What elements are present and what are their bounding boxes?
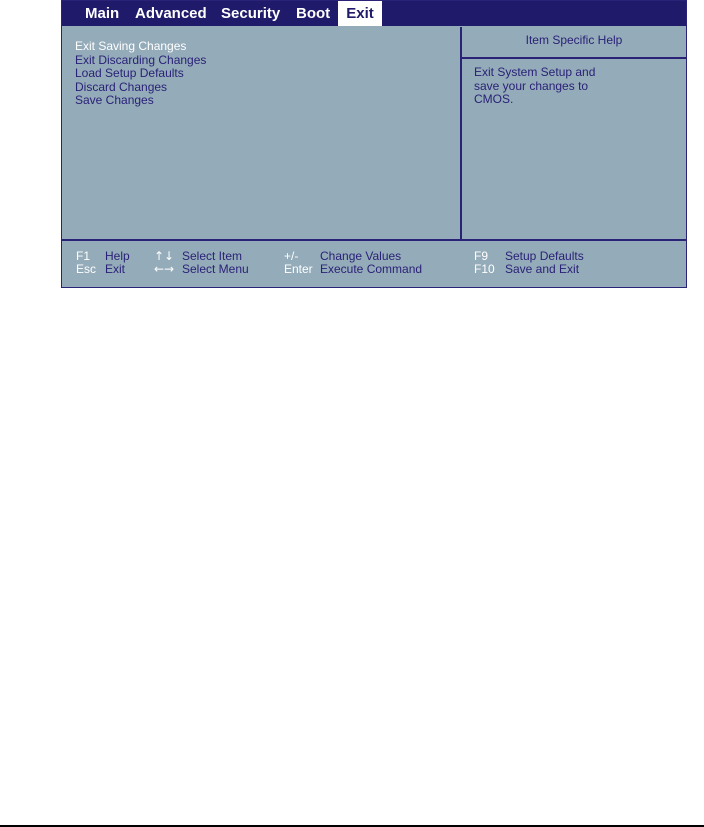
- f10-key: F10: [474, 262, 495, 276]
- up-down-arrows-icon: ↑↓: [154, 249, 175, 263]
- tab-advanced[interactable]: Advanced: [135, 5, 207, 22]
- tab-exit[interactable]: Exit: [338, 1, 382, 26]
- tab-main[interactable]: Main: [85, 5, 120, 22]
- f10-description: Save and Exit: [505, 262, 580, 276]
- exit-options-panel: [62, 27, 462, 239]
- enter-key: Enter: [284, 262, 313, 276]
- updown-description: Select Item: [182, 249, 243, 263]
- f1-description: Help: [105, 249, 130, 263]
- f1-key: F1: [76, 249, 91, 263]
- option-exit-saving-changes[interactable]: Exit Saving Changes: [75, 39, 187, 53]
- option-save-changes[interactable]: Save Changes: [75, 93, 154, 107]
- plus-minus-key: +/-: [284, 249, 299, 263]
- help-panel-text: [474, 66, 674, 107]
- option-load-setup-defaults[interactable]: Load Setup Defaults: [75, 66, 184, 80]
- esc-key: Esc: [76, 262, 97, 276]
- option-discard-changes[interactable]: Discard Changes: [75, 79, 168, 94]
- exit-options-list: [75, 40, 206, 108]
- tab-boot[interactable]: Boot: [296, 5, 331, 22]
- help-line: Exit System Setup and: [474, 65, 596, 79]
- help-panel-title: Item Specific Help: [462, 27, 686, 59]
- bios-setup-window: [61, 0, 687, 288]
- help-line: save your changes to: [474, 78, 589, 93]
- help-line: CMOS.: [474, 92, 514, 106]
- plus-minus-description: Change Values: [320, 249, 402, 263]
- esc-description: Exit: [105, 262, 126, 276]
- f9-key: F9: [474, 249, 489, 263]
- tab-security[interactable]: Security: [221, 5, 281, 22]
- left-right-arrows-icon: ←→: [154, 262, 175, 276]
- f9-description: Setup Defaults: [505, 249, 584, 263]
- option-exit-discarding-changes[interactable]: Exit Discarding Changes: [75, 52, 207, 67]
- enter-description: Execute Command: [320, 262, 423, 276]
- menu-bar: [62, 1, 686, 26]
- key-legend-footer: [62, 239, 686, 289]
- leftright-description: Select Menu: [182, 262, 249, 276]
